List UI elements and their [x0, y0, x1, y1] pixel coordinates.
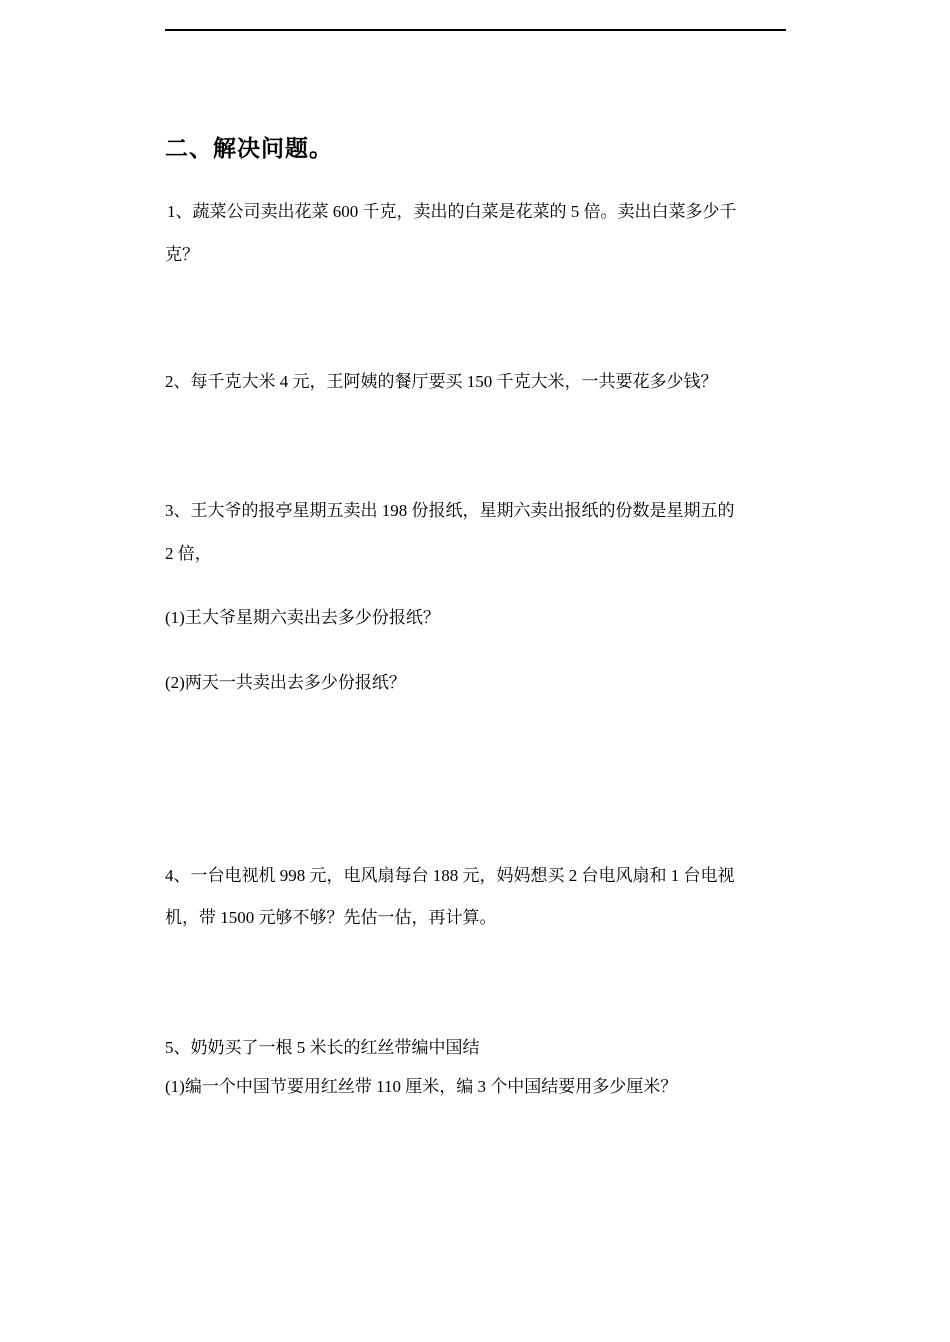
question-2-line-1: 2、每千克大米 4 元，王阿姨的餐厅要买 150 千克大米，一共要花多少钱？ — [165, 372, 718, 391]
question-1-line-2: 克？ — [165, 245, 199, 264]
question-1-line-1: 1、蔬菜公司卖出花菜 600 千克，卖出的白菜是花菜的 5 倍。卖出白菜多少千 — [167, 202, 737, 221]
question-3-line-2: 2 倍， — [165, 544, 212, 563]
question-5-sub-1: (1)编一个中国节要用红丝带 110 厘米，编 3 个中国结要用多少厘米？ — [165, 1077, 678, 1096]
section-title: 二、解决问题。 — [165, 136, 333, 162]
question-3-sub-1: (1)王大爷星期六卖出去多少份报纸？ — [165, 608, 440, 627]
question-3-sub-2: (2)两天一共卖出去多少份报纸？ — [165, 673, 406, 692]
question-3-line-1: 3、王大爷的报亭星期五卖出 198 份报纸，星期六卖出报纸的份数是星期五的 — [165, 501, 735, 520]
top-rule — [165, 29, 786, 31]
question-4-line-1: 4、一台电视机 998 元，电风扇每台 188 元，妈妈想买 2 台电风扇和 1 台电视 — [165, 866, 735, 885]
question-5-line-1: 5、奶奶买了一根 5 米长的红丝带编中国结 — [165, 1038, 480, 1057]
question-4-line-2: 机，带 1500 元够不够？先估一估，再计算。 — [165, 908, 497, 927]
